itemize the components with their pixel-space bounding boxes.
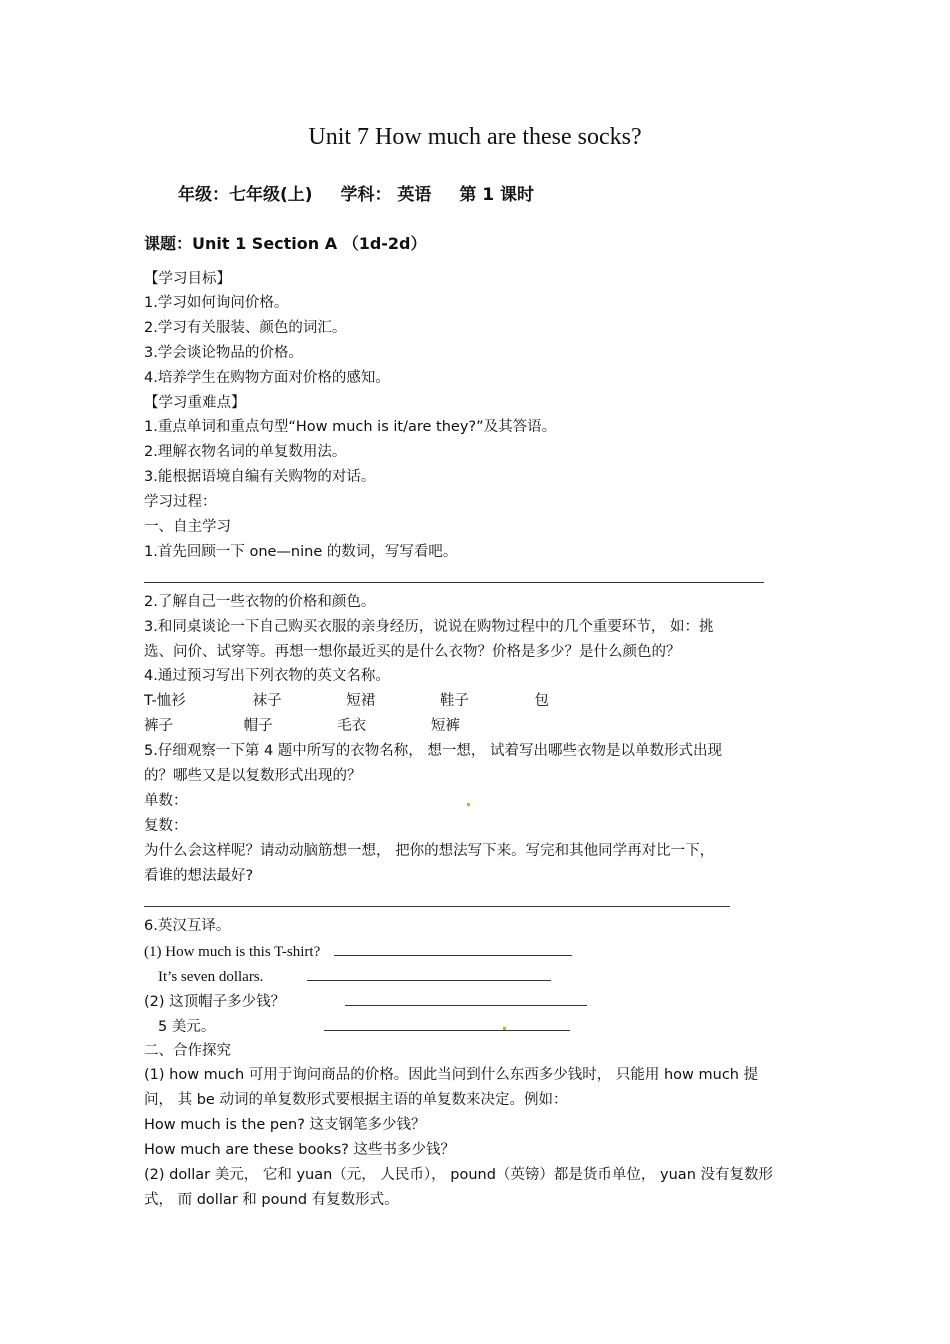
translate-prompt: It’s seven dollars. — [158, 969, 264, 985]
question-3-line2: 选、问价、试穿等。再想一想你最近买的是什么衣物？价格是多少？是什么颜色的？ — [144, 644, 681, 660]
lesson-title: 课题：Unit 1 Section A （1d-2d） — [144, 234, 427, 253]
clothes-row — [144, 717, 460, 735]
process-heading: 学习过程： — [144, 494, 217, 510]
clothes-item: 鞋子 — [439, 693, 469, 709]
clothes-item: 裤子 — [144, 718, 173, 734]
translate-item-2 — [144, 991, 587, 1011]
key-point-item: 2.理解衣物名词的单复数用法。 — [144, 444, 347, 460]
clothes-row — [144, 692, 549, 710]
answer-blank[interactable] — [324, 1016, 570, 1031]
clothes-item: T-恤衫 — [144, 693, 186, 709]
clothes-item: 包 — [534, 693, 549, 709]
example-1: How much is the pen? 这支钢笔多少钱？ — [144, 1117, 426, 1133]
clothes-item: 短裤 — [430, 718, 460, 734]
answer-line[interactable] — [144, 906, 730, 907]
goal-item: 2.学习有关服装、颜色的词汇。 — [144, 320, 347, 336]
question-4: 4.通过预习写出下列衣物的英文名称。 — [144, 668, 390, 684]
question-5-line1: 5.仔细观察一下第 4 题中所写的衣物名称， 想一想， 试着写出哪些衣物是以单数形式出现 — [144, 743, 722, 759]
question-5-line2: 的？哪些又是以复数形式出现的？ — [144, 768, 362, 784]
clothes-item: 袜子 — [252, 693, 282, 709]
goal-item: 3.学会谈论物品的价格。 — [144, 345, 303, 361]
grade-label: 年级：七年级(上) — [178, 185, 313, 205]
explore-1-line2: 问， 其 be 动词的单复数形式要根据主语的单复数来决定。例如： — [144, 1092, 568, 1108]
translate-item-1 — [144, 941, 572, 961]
stray-mark — [467, 803, 470, 806]
translate-prompt: (2) 这顶帽子多少钱？ — [144, 994, 286, 1010]
question-3-line1: 3.和同桌谈论一下自己购买衣服的亲身经历，说说在购物过程中的几个重要环节， 如：挑 — [144, 619, 714, 635]
page-title: Unit 7 How much are these socks? — [308, 124, 642, 150]
clothes-item: 毛衣 — [337, 718, 367, 734]
translate-item-1-sub — [158, 966, 551, 986]
translate-prompt: (1) How much is this T-shirt? — [144, 944, 321, 960]
plural-label: 复数： — [144, 818, 188, 834]
subject-label: 学科： 英语 — [340, 185, 432, 205]
question-5-line3: 为什么会这样呢？请动动脑筋想一想， 把你的想法写下来。写完和其他同学再对比一下， — [144, 843, 715, 859]
explore-2-line2: 式， 而 dollar 和 pound 有复数形式。 — [144, 1192, 399, 1208]
question-2: 2.了解自己一些衣物的价格和颜色。 — [144, 594, 376, 610]
key-points-heading: 【学习重难点】 — [144, 395, 246, 411]
part1-heading: 一、自主学习 — [144, 519, 231, 535]
goals-heading: 【学习目标】 — [144, 271, 231, 287]
goal-item: 4.培养学生在购物方面对价格的感知。 — [144, 370, 390, 386]
clothes-item: 帽子 — [243, 718, 273, 734]
clothes-item: 短裙 — [346, 693, 376, 709]
answer-blank[interactable] — [345, 991, 587, 1006]
key-point-item: 1.重点单词和重点句型“How much is it/are they?”及其答语。 — [144, 419, 557, 435]
explore-2-line1: (2) dollar 美元， 它和 yuan（元， 人民币）， pound（英镑）都是货币单位， yuan 没有复数形 — [144, 1167, 773, 1183]
singular-label: 单数： — [144, 793, 188, 809]
question-5-line4: 看谁的想法最好? — [144, 868, 254, 884]
answer-blank[interactable] — [307, 966, 551, 981]
answer-blank[interactable] — [334, 941, 572, 956]
translate-item-2-sub — [158, 1016, 570, 1036]
goal-item: 1.学习如何询问价格。 — [144, 295, 289, 311]
question-6: 6.英汉互译。 — [144, 918, 231, 934]
example-2: How much are these books? 这些书多少钱？ — [144, 1142, 455, 1158]
stray-mark — [503, 1027, 506, 1030]
key-point-item: 3.能根据语境自编有关购物的对话。 — [144, 469, 376, 485]
part2-heading: 二、合作探究 — [144, 1043, 231, 1059]
period-label: 第 1 课时 — [459, 185, 534, 205]
answer-line[interactable] — [144, 582, 764, 583]
course-meta — [178, 180, 556, 205]
translate-prompt: 5 美元。 — [158, 1019, 216, 1035]
question-1: 1.首先回顾一下 one—nine 的数词，写写看吧。 — [144, 544, 458, 560]
explore-1-line1: (1) how much 可用于询问商品的价格。因此当问到什么东西多少钱时， 只能用 how much 提 — [144, 1067, 759, 1083]
